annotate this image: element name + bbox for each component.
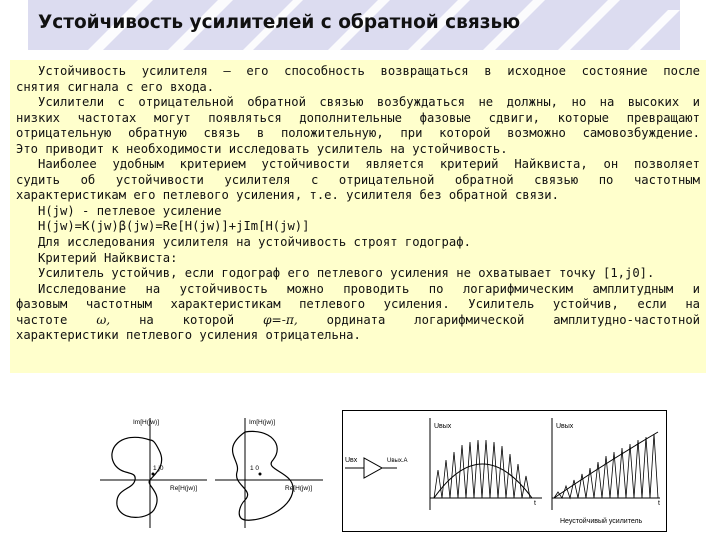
formula-line: H(jw)=K(jw)β(jw)=Re[H(jw)]+jIm[H(jw)] <box>38 219 310 234</box>
content-box <box>10 60 706 373</box>
text-line: Усилитель устойчив, если годограф его петлевого усиления не охватывает точку [1,j0]. <box>38 266 655 281</box>
text-fragment: ордината логарифмической амплитудно-частотной <box>326 312 701 327</box>
text-fragment: частоте <box>16 312 68 327</box>
right-point-label: 1 0 <box>250 465 260 472</box>
output-label: Uвых.А <box>387 458 408 464</box>
text-line-mixed <box>16 313 700 329</box>
input-label: Uвх <box>345 457 358 464</box>
omega-symbol: ω, <box>96 312 111 327</box>
text-line: отрицательную обратную связь в положительную, при которой возможно самовозбуждение. <box>16 126 700 141</box>
waveform-figure <box>342 410 667 532</box>
left-oscillation <box>434 440 530 498</box>
text-line: H(jw) - петлевое усиление <box>38 203 222 218</box>
right-hodograph <box>233 431 294 520</box>
text-line: Исследование на устойчивость можно проводить по логарифмическим амплитудным и <box>38 281 700 296</box>
phi-equation: φ=-π, <box>262 312 298 327</box>
text-line: Это приводит к необходимости исследовать усилитель на устойчивость. <box>16 141 508 156</box>
left-axis-label: Im[H(jw)] <box>133 419 159 426</box>
text-line: снятия сигнала с его входа. <box>16 79 215 94</box>
right-oscillation <box>554 434 658 498</box>
text-line: характеристики петлевого усиления отрицательна. <box>16 328 361 343</box>
text-fragment: на которой <box>139 312 235 327</box>
title-bar <box>28 0 680 50</box>
right-wave-y-label: Uвых <box>556 423 574 430</box>
left-x-label: Re[H(jw)] <box>170 485 198 492</box>
text-line: Усилители с отрицательной обратной связью возбуждаться не должны, но на высоких и <box>38 95 700 110</box>
right-x-label: Re[H(jw)] <box>285 485 313 492</box>
text-line: Устойчивость усилителя – его способность возвращаться в исходное состояние после <box>38 64 700 78</box>
left-hodograph <box>112 437 162 517</box>
amplifier-triangle-icon <box>364 458 382 478</box>
slide-title: Устойчивость усилителей с обратной связью <box>38 12 521 33</box>
text-line: судить об устойчивости усилителя с отрицательной обратной связью по частотным <box>16 172 700 187</box>
left-time-label: t <box>534 500 536 507</box>
nyquist-figure <box>95 410 325 532</box>
text-line: Критерий Найквиста: <box>38 250 178 265</box>
unstable-caption: Неустойчивый усилитель <box>560 518 643 525</box>
text-line: Для исследования усилителя на устойчивость строят годограф. <box>38 235 471 250</box>
text-line: характеристикам его петлевого усиления, т.е. усилителя без обратной связи. <box>16 188 559 203</box>
left-point-label: 1 j0 <box>153 465 164 472</box>
right-critical-point <box>259 473 262 476</box>
left-wave-y-label: Uвых <box>434 423 452 430</box>
text-line: Наиболее удобным критерием устойчивости является критерий Найквиста, он позволяет <box>38 157 700 172</box>
text-line: низких частотах могут появляться дополнительные фазовые сдвиги, которые превращают <box>16 110 700 125</box>
text-line: фазовым частотным характеристикам петлевого усиления. Усилитель устойчив, если на <box>16 297 700 312</box>
right-axis-label: Im[H(jw)] <box>249 419 275 426</box>
waveform-svg <box>342 410 667 532</box>
right-time-label: t <box>658 500 660 507</box>
nyquist-svg <box>95 410 325 532</box>
